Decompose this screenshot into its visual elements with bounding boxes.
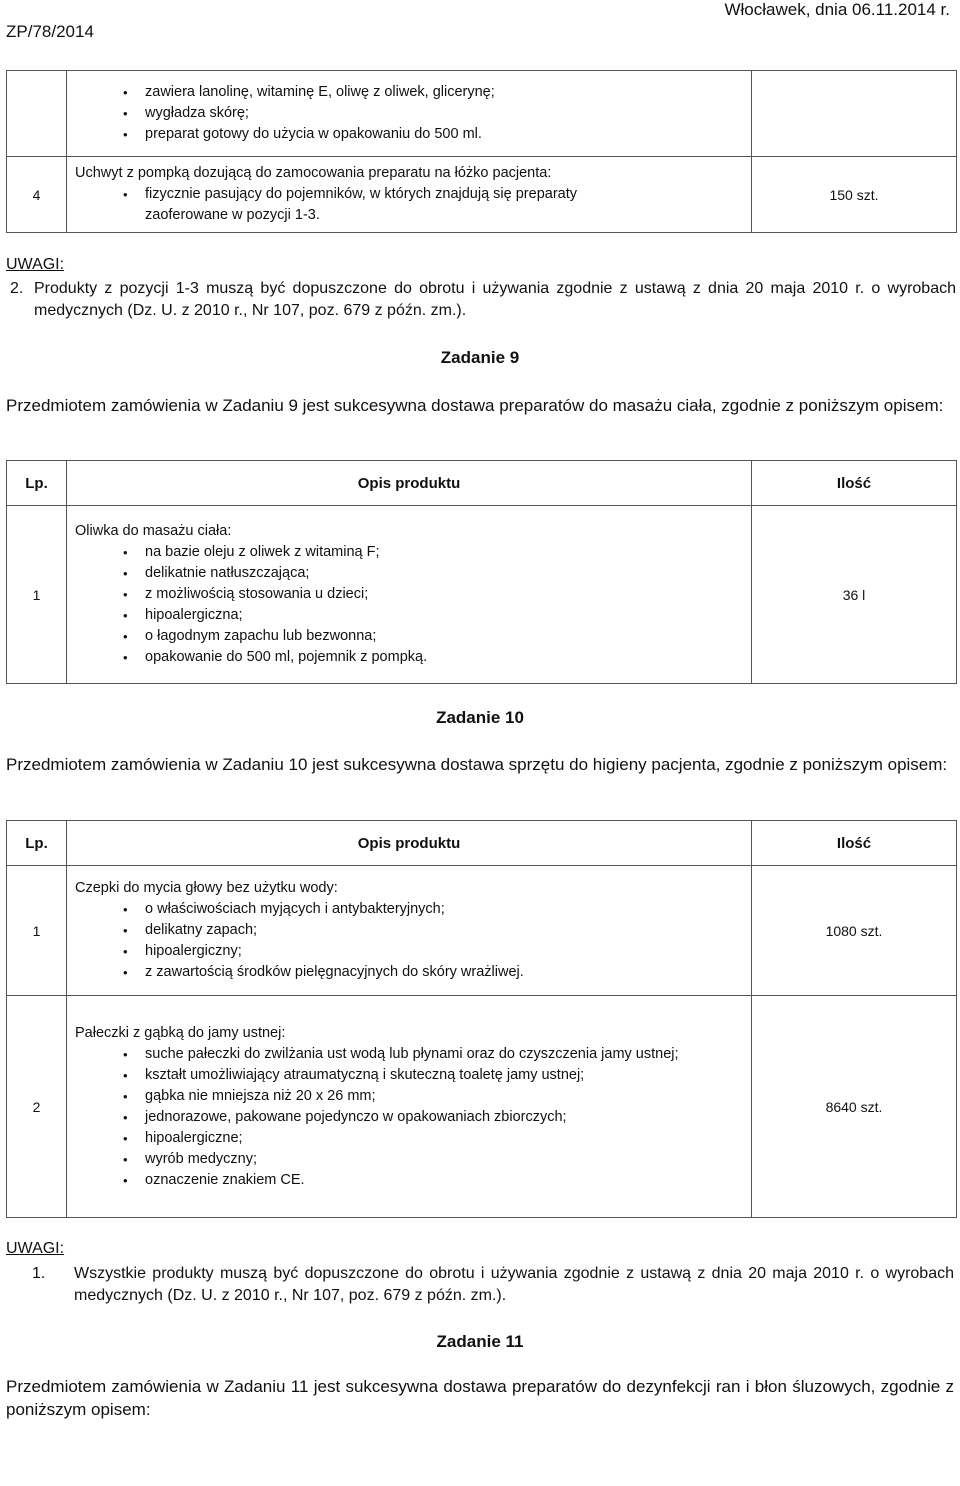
table-header-row <box>7 821 957 866</box>
list-item: • hipoalergiczny; <box>145 941 745 962</box>
note-item <box>4 278 960 324</box>
product-description <box>67 996 752 1218</box>
column-header-description: Opis produktu <box>67 821 752 866</box>
list-item: • hipoalergiczna; <box>145 605 745 626</box>
product-description <box>67 866 752 996</box>
table-header-row <box>7 461 957 506</box>
list-item: • wyrób medyczny; <box>145 1149 705 1170</box>
table-row <box>7 996 957 1218</box>
list-item: • delikatny zapach; <box>145 920 745 941</box>
document-reference: ZP/78/2014 <box>6 22 94 41</box>
list-item: • oznaczenie znakiem CE. <box>145 1170 705 1191</box>
product-description <box>67 506 752 684</box>
table-row <box>7 157 957 233</box>
place-and-date: Włocławek, dnia 06.11.2014 r. <box>724 0 950 19</box>
products-table <box>6 820 957 1218</box>
list-item: • z zawartością środków pielęgnacyjnych do skóry wrażliwej. <box>145 962 745 983</box>
table-row <box>7 866 957 996</box>
list-item: • o łagodnym zapachu lub bezwonna; <box>145 626 745 647</box>
section-intro: Przedmiotem zamówienia w Zadaniu 11 jest sukcesywna dostawa preparatów do dezynfekcji ran i błon śluzowych, zgodnie z poniższym opisem: <box>6 1377 954 1419</box>
list-item-continuation: zaoferowane w pozycji 1-3. <box>145 207 320 223</box>
row-number: 2 <box>7 996 67 1218</box>
note-text: Produkty z pozycji 1-3 muszą być dopuszczone do obrotu i używania zgodnie z ustawą z dnia 20 maja 2010 r. o wyrobach medycznych (Dz. U. z 2010 r., Nr 107, poz. 679 z późn. zm.). <box>34 280 956 319</box>
continuation-table <box>6 70 957 233</box>
quantity: 150 szt. <box>752 157 957 233</box>
row-number: 1 <box>7 866 67 996</box>
list-item: • jednorazowe, pakowane pojedynczo w opakowaniach zbiorczych; <box>145 1107 705 1128</box>
list-item: • z możliwością stosowania u dzieci; <box>145 584 745 605</box>
list-item: • gąbka nie mniejsza niż 20 x 26 mm; <box>145 1086 705 1107</box>
section-intro: Przedmiotem zamówienia w Zadaniu 10 jest sukcesywna dostawa sprzętu do higieny pacjenta, zgodnie z poniższym opisem: <box>6 755 948 774</box>
quantity: 1080 szt. <box>752 866 957 996</box>
product-name: Pałeczki z gąbką do jamy ustnej: <box>75 1024 286 1041</box>
product-description <box>67 157 752 233</box>
notes-heading: UWAGI: <box>6 256 65 273</box>
row-number: 1 <box>7 506 67 684</box>
product-name: Oliwka do masażu ciała: <box>75 523 232 539</box>
column-header-description: Opis produktu <box>67 461 752 506</box>
quantity <box>752 71 957 157</box>
products-table <box>6 460 957 684</box>
list-item: • o właściwościach myjących i antybakteryjnych; <box>145 899 745 920</box>
list-item: • suche pałeczki do zwilżania ust wodą lub płynami oraz do czyszczenia jamy ustnej; <box>145 1044 705 1065</box>
list-item: • zawiera lanolinę, witaminę E, oliwę z oliwek, glicerynę; <box>145 82 745 103</box>
product-description <box>67 71 752 157</box>
column-header-lp: Lp. <box>7 821 67 866</box>
quantity: 8640 szt. <box>752 996 957 1218</box>
section-title: Zadanie 11 <box>436 1332 524 1351</box>
list-item: • preparat gotowy do użycia w opakowaniu do 500 ml. <box>145 124 745 145</box>
notes-heading: UWAGI: <box>6 1240 65 1257</box>
note-item <box>4 1263 960 1309</box>
quantity: 36 l <box>752 506 957 684</box>
note-number: 1. <box>32 1265 46 1282</box>
row-number: 4 <box>7 157 67 233</box>
column-header-quantity: Ilość <box>752 821 957 866</box>
section-title: Zadanie 9 <box>440 348 520 367</box>
product-name: Czepki do mycia głowy bez użytku wody: <box>75 880 338 896</box>
list-item: • kształt umożliwiający atraumatyczną i skuteczną toaletę jamy ustnej; <box>145 1065 705 1086</box>
row-number <box>7 71 67 157</box>
list-item: • fizycznie pasujący do pojemników, w których znajdują się preparaty <box>145 184 745 205</box>
list-item: • na bazie oleju z oliwek z witaminą F; <box>145 542 745 563</box>
table-row <box>7 71 957 157</box>
column-header-quantity: Ilość <box>752 461 957 506</box>
table-row <box>7 506 957 684</box>
note-text: Wszystkie produkty muszą być dopuszczone do obrotu i używania zgodnie z ustawą z dnia 20 maja 2010 r. o wyrobach medycznych (Dz. U. z 2010 r., Nr 107, poz. 679 z późn. zm.). <box>74 1265 954 1304</box>
list-item: • hipoalergiczne; <box>145 1128 705 1149</box>
section-intro: Przedmiotem zamówienia w Zadaniu 9 jest sukcesywna dostawa preparatów do masażu ciała, zgodnie z poniższym opisem: <box>6 396 944 415</box>
list-item: • opakowanie do 500 ml, pojemnik z pompką. <box>145 647 745 668</box>
product-name: Uchwyt z pompką dozującą do zamocowania preparatu na łóżko pacjenta: <box>75 165 552 181</box>
list-item: • delikatnie natłuszczająca; <box>145 563 745 584</box>
section-title: Zadanie 10 <box>436 708 524 727</box>
note-number: 2. <box>10 280 24 297</box>
list-item: • wygładza skórę; <box>145 103 745 124</box>
column-header-lp: Lp. <box>7 461 67 506</box>
